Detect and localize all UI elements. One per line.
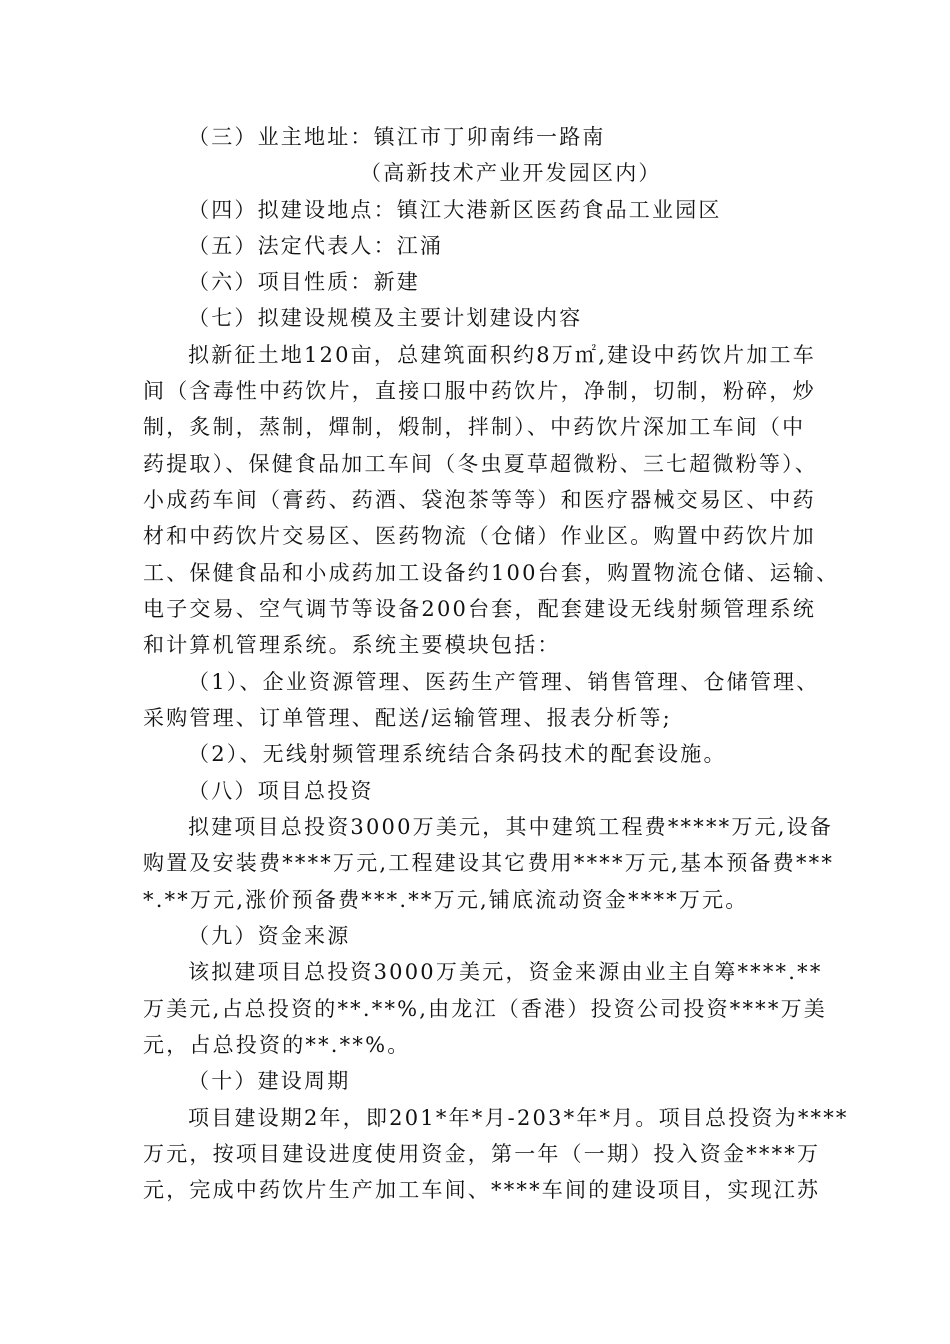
- section-eight-heading: （八）项目总投资: [188, 779, 374, 803]
- paragraph-line: 拟建项目总投资3000万美元，其中建筑工程费*****万元,设备: [188, 815, 834, 839]
- construction-site-line: （四）拟建设地点：镇江大港新区医药食品工业园区: [188, 198, 722, 222]
- owner-address-continuation: （高新技术产业开发园区内）: [360, 161, 662, 185]
- owner-address-line: （三）业主地址：镇江市丁卯南纬一路南: [188, 125, 606, 149]
- project-nature-line: （六）项目性质：新建: [188, 270, 420, 294]
- paragraph-line: 电子交易、空气调节等设备200台套，配套建设无线射频管理系统: [143, 597, 817, 621]
- paragraph-line: *.**万元,涨价预备费***.**万元,铺底流动资金****万元。: [143, 888, 749, 912]
- module-item-1: （1）、企业资源管理、医药生产管理、销售管理、仓储管理、: [188, 670, 820, 694]
- paragraph-line: 间（含毒性中药饮片，直接口服中药饮片，净制，切制，粉碎，炒: [143, 379, 816, 403]
- paragraph-line: 材和中药饮片交易区、医药物流（仓储）作业区。购置中药饮片加: [143, 524, 816, 548]
- paragraph-line: 项目建设期2年，即201*年*月-203*年*月。项目总投资为****: [188, 1106, 849, 1130]
- paragraph-line: 元，完成中药饮片生产加工车间、****车间的建设项目，实现江苏: [143, 1178, 821, 1202]
- paragraph-line: 制，炙制，蒸制，燀制，煅制，拌制）、中药饮片深加工车间（中: [143, 415, 806, 439]
- section-seven-heading: （七）拟建设规模及主要计划建设内容: [188, 306, 583, 330]
- paragraph-line: 拟新征土地120亩，总建筑面积约8万㎡,建设中药饮片加工车: [188, 343, 816, 367]
- paragraph-line: 购置及安装费****万元,工程建设其它费用****万元,基本预备费***: [143, 851, 835, 875]
- paragraph-line: 元，占总投资的**.**%。: [143, 1033, 411, 1057]
- module-item-2: （2）、无线射频管理系统结合条码技术的配套设施。: [188, 742, 727, 766]
- paragraph-line: 工、保健食品和小成药加工设备约100台套，购置物流仓储、运输、: [143, 561, 840, 585]
- paragraph-line: 小成药车间（膏药、药酒、袋泡茶等等）和医疗器械交易区、中药: [143, 488, 816, 512]
- module-item-1-continuation: 采购管理、订单管理、配送/运输管理、报表分析等;: [143, 706, 672, 730]
- paragraph-line: 和计算机管理系统。系统主要模块包括：: [143, 633, 561, 657]
- paragraph-line: 万元，按项目建设进度使用资金，第一年（一期）投入资金****万: [143, 1142, 821, 1166]
- legal-representative-line: （五）法定代表人：江涌: [188, 234, 444, 258]
- paragraph-line: 万美元,占总投资的**.**%,由龙江（香港）投资公司投资****万美: [143, 997, 827, 1021]
- paragraph-line: 该拟建项目总投资3000万美元，资金来源由业主自筹****.**: [188, 960, 823, 984]
- section-nine-heading: （九）资金来源: [188, 924, 351, 948]
- paragraph-line: 药提取）、保健食品加工车间（冬虫夏草超微粉、三七超微粉等）、: [143, 452, 818, 476]
- section-ten-heading: （十）建设周期: [188, 1069, 351, 1093]
